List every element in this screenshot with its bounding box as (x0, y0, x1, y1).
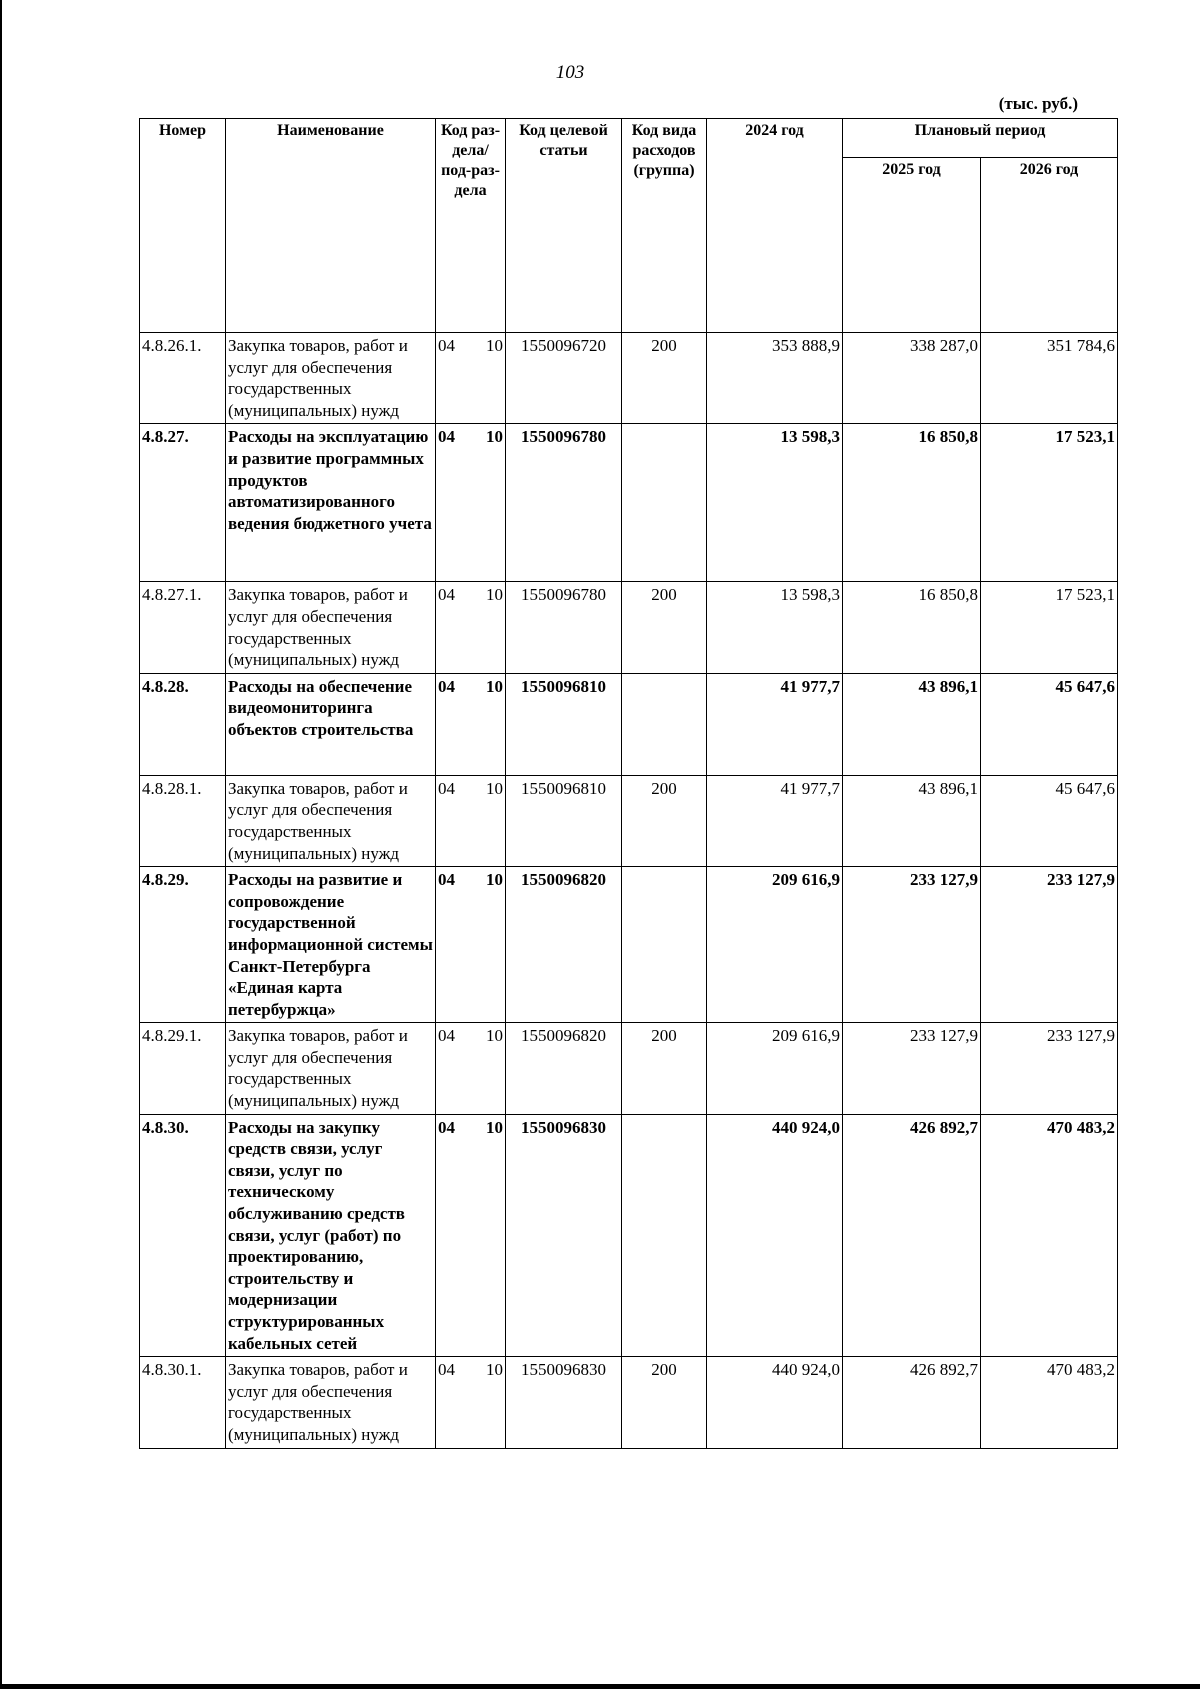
row-target-code: 1550096780 (506, 424, 622, 582)
header-section-code: Код раз-дела/ под-раз-дела (436, 119, 506, 333)
row-amount-2026: 45 647,6 (981, 775, 1118, 866)
row-section-code (436, 582, 506, 673)
row-amount-2025: 43 896,1 (843, 673, 981, 775)
row-section: 04 (438, 585, 455, 605)
budget-table (139, 118, 1118, 1449)
units-label: (тыс. руб.) (998, 94, 1078, 113)
table-row (140, 333, 1118, 424)
table-row (140, 582, 1118, 673)
row-number: 4.8.30.1. (140, 1357, 226, 1448)
row-name: Расходы на обеспечение видеомониторинга объектов строительства (226, 673, 436, 775)
row-subsection: 10 (486, 1360, 503, 1380)
header-target-code: Код целевой статьи (506, 119, 622, 333)
row-target-code: 1550096820 (506, 867, 622, 1023)
row-name: Расходы на закупку средств связи, услуг связи, услуг по техническому обслуживанию средств связи, услуг (работ) по проектированию, строительству и модернизации структурированных кабельных сетей (226, 1114, 436, 1357)
row-expense-type: 200 (622, 1357, 707, 1448)
row-section: 04 (438, 676, 455, 696)
row-amount-2024: 13 598,3 (707, 424, 843, 582)
table-row (140, 1357, 1118, 1448)
row-amount-2025: 43 896,1 (843, 775, 981, 866)
header-year-2026: 2026 год (981, 158, 1118, 333)
table-body (140, 333, 1118, 1449)
row-target-code: 1550096820 (506, 1023, 622, 1114)
row-number: 4.8.27.1. (140, 582, 226, 673)
row-amount-2024: 209 616,9 (707, 1023, 843, 1114)
row-amount-2026: 470 483,2 (981, 1357, 1118, 1448)
header-planned-period: Плановый период (843, 119, 1118, 158)
row-section: 04 (438, 1026, 455, 1046)
row-expense-type: 200 (622, 582, 707, 673)
row-section: 04 (438, 1360, 455, 1380)
row-amount-2024: 353 888,9 (707, 333, 843, 424)
row-expense-type: 200 (622, 333, 707, 424)
row-subsection: 10 (486, 676, 503, 696)
row-name: Закупка товаров, работ и услуг для обеспечения государственных (муниципальных) нужд (226, 333, 436, 424)
page-frame-bottom (0, 1684, 1200, 1689)
row-section-code (436, 775, 506, 866)
row-amount-2025: 16 850,8 (843, 424, 981, 582)
row-subsection: 10 (486, 870, 503, 890)
row-target-code: 1550096810 (506, 673, 622, 775)
row-target-code: 1550096830 (506, 1357, 622, 1448)
row-amount-2025: 233 127,9 (843, 867, 981, 1023)
table-row (140, 673, 1118, 775)
table-row (140, 1114, 1118, 1357)
row-amount-2026: 45 647,6 (981, 673, 1118, 775)
row-section-code (436, 1023, 506, 1114)
row-subsection: 10 (486, 585, 503, 605)
row-section: 04 (438, 778, 455, 798)
row-section: 04 (438, 336, 455, 355)
row-amount-2026: 233 127,9 (981, 867, 1118, 1023)
row-number: 4.8.29.1. (140, 1023, 226, 1114)
row-subsection: 10 (486, 427, 503, 447)
row-expense-type (622, 867, 707, 1023)
row-amount-2024: 13 598,3 (707, 582, 843, 673)
row-subsection: 10 (486, 1117, 503, 1137)
row-name: Расходы на развитие и сопровождение государственной информационной системы Санкт-Петербурга «Единая карта петербуржца» (226, 867, 436, 1023)
row-target-code: 1550096810 (506, 775, 622, 866)
row-section-code (436, 1114, 506, 1357)
row-amount-2026: 17 523,1 (981, 424, 1118, 582)
table-header (140, 119, 1118, 333)
row-target-code: 1550096720 (506, 333, 622, 424)
table-row (140, 1023, 1118, 1114)
row-name: Закупка товаров, работ и услуг для обеспечения государственных (муниципальных) нужд (226, 1023, 436, 1114)
row-name: Закупка товаров, работ и услуг для обеспечения государственных (муниципальных) нужд (226, 1357, 436, 1448)
row-name: Расходы на эксплуатацию и развитие программных продуктов автоматизированного ведения бюджетного учета (226, 424, 436, 582)
header-name: Наименование (226, 119, 436, 333)
row-section-code (436, 424, 506, 582)
header-year-2024: 2024 год (707, 119, 843, 333)
table-row (140, 867, 1118, 1023)
row-name: Закупка товаров, работ и услуг для обеспечения государственных (муниципальных) нужд (226, 582, 436, 673)
row-subsection: 10 (486, 336, 503, 355)
row-amount-2025: 16 850,8 (843, 582, 981, 673)
header-year-2025: 2025 год (843, 158, 981, 333)
row-amount-2026: 233 127,9 (981, 1023, 1118, 1114)
row-number: 4.8.28.1. (140, 775, 226, 866)
row-amount-2026: 470 483,2 (981, 1114, 1118, 1357)
row-section-code (436, 1357, 506, 1448)
row-number: 4.8.28. (140, 673, 226, 775)
row-amount-2024: 440 924,0 (707, 1357, 843, 1448)
header-number: Номер (140, 119, 226, 333)
row-section-code (436, 867, 506, 1023)
row-name: Закупка товаров, работ и услуг для обеспечения государственных (муниципальных) нужд (226, 775, 436, 866)
row-amount-2026: 351 784,6 (981, 333, 1118, 424)
row-expense-type (622, 673, 707, 775)
table-row (140, 424, 1118, 582)
row-amount-2025: 338 287,0 (843, 333, 981, 424)
row-section: 04 (438, 427, 455, 447)
row-expense-type: 200 (622, 775, 707, 866)
row-section-code (436, 333, 506, 424)
row-number: 4.8.29. (140, 867, 226, 1023)
row-amount-2025: 426 892,7 (843, 1357, 981, 1448)
row-number: 4.8.27. (140, 424, 226, 582)
row-section: 04 (438, 1117, 455, 1137)
row-amount-2026: 17 523,1 (981, 582, 1118, 673)
row-expense-type: 200 (622, 1023, 707, 1114)
row-amount-2025: 233 127,9 (843, 1023, 981, 1114)
row-section-code (436, 673, 506, 775)
row-amount-2025: 426 892,7 (843, 1114, 981, 1357)
row-amount-2024: 209 616,9 (707, 867, 843, 1023)
row-amount-2024: 41 977,7 (707, 775, 843, 866)
table-row (140, 775, 1118, 866)
row-amount-2024: 440 924,0 (707, 1114, 843, 1357)
page-frame-left (0, 0, 2, 1689)
row-subsection: 10 (486, 1026, 503, 1046)
row-target-code: 1550096780 (506, 582, 622, 673)
row-number: 4.8.30. (140, 1114, 226, 1357)
row-expense-type (622, 424, 707, 582)
page-number: 103 (555, 62, 585, 83)
row-amount-2024: 41 977,7 (707, 673, 843, 775)
header-expense-type-code: Код вида расходов (группа) (622, 119, 707, 333)
row-expense-type (622, 1114, 707, 1357)
row-section: 04 (438, 870, 455, 890)
row-target-code: 1550096830 (506, 1114, 622, 1357)
row-subsection: 10 (486, 778, 503, 798)
row-number: 4.8.26.1. (140, 333, 226, 424)
